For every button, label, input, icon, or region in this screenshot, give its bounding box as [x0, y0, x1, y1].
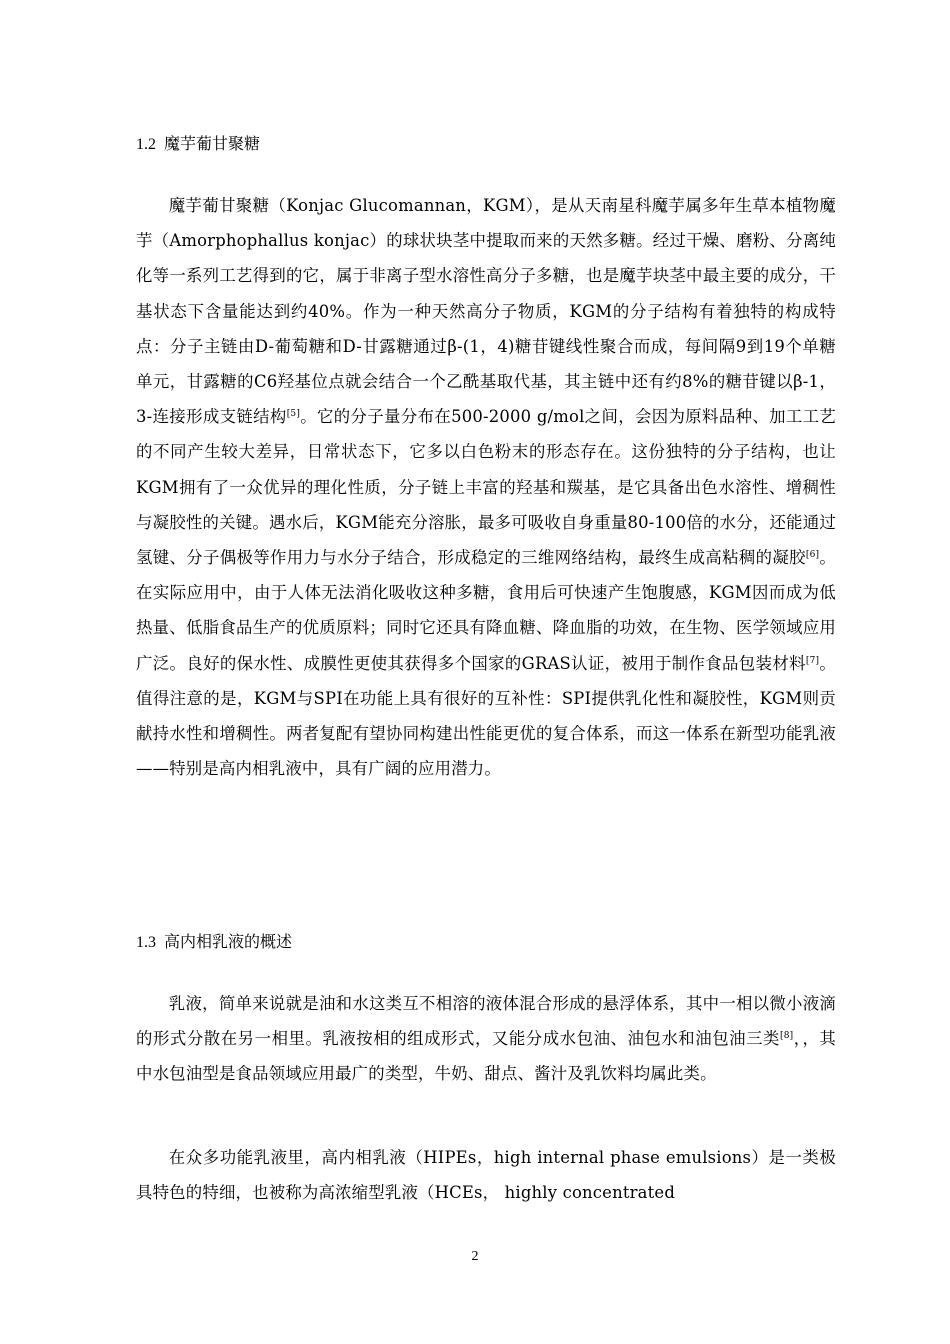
citation-6: [6] [805, 550, 820, 561]
section-heading-1-3 [136, 932, 292, 953]
paragraph-hipe [136, 1140, 836, 1210]
section-heading-1-2 [136, 134, 260, 155]
section-number: 1.2 [136, 136, 156, 153]
paragraph-text: 在众多功能乳液里，高内相乳液（HIPEs，high internal phase emulsions）是一类极具特色的特细，也被称为高浓缩型乳液（HCEs， highly concentrated [136, 1148, 836, 1203]
paragraph-text: 。值得注意的是，KGM与SPI在功能上具有很好的互补性：SPI提供乳化性和凝胶性，KGM则贡献持水性和增稠性。两者复配有望协同构建出性能更优的复合体系，而这一体系在新型功能乳液——特别是高内相乳液中，具有广阔的应用潜力。 [136, 653, 837, 779]
paragraph-text: 魔芋葡甘聚糖（Konjac Glucomannan，KGM），是从天南星科魔芋属多年生草本植物魔芋（Amorphophallus konjac）的球状块茎中提取而来的天然多糖。经过干燥、磨粉、分离纯化等一系列工艺得到的它，属于非离子型水溶性高分子多糖，也是魔芋块茎中最主要的成分，干基状态下含量能达到约40%。作为一种天然高分子物质，KGM的分子结构有着独特的构成特点：分子主链由D-葡萄糖和D-甘露糖通过β-(1，4)糖苷键线性聚合而成，每间隔9到19个单糖单元，甘露糖的C6羟基位点就会结合一个乙酰基取代基，其主链中还有约8%的糖苷键以β-1，3-连接形成支链结构 [136, 196, 836, 427]
section-number: 1.3 [136, 934, 156, 951]
citation-5: [5] [286, 409, 301, 420]
paragraph-text: 乳液，简单来说就是油和水这类互不相溶的液体混合形成的悬浮体系，其中一相以微小液滴的形式分散在另一相里。乳液按相的组成形式，又能分成水包油、油包水和油包油三类 [136, 994, 836, 1049]
paragraph-text: 。在实际应用中，由于人体无法消化吸收这种多糖，食用后可快速产生饱腹感，KGM因而成为低热量、低脂食品生产的优质原料；同时它还具有降血糖、降血脂的功效，在生物、医学领域应用广泛。良好的保水性、成膜性更使其获得多个国家的GRAS认证，被用于制作食品包装材料 [136, 548, 836, 673]
paragraph-text: 。它的分子量分布在500-2000 g/mol之间，会因为原料品种、加工工艺的不同产生较大差异，日常状态下，它多以白色粉末的形态存在。这份独特的分子结构，也让KGM拥有了一众优异的理化性质，分子链上丰富的羟基和羰基，是它具备出色水溶性、增稠性与凝胶性的关键。遇水后，KGM能充分溶胀，最多可吸收自身重量80-100倍的水分，还能通过氢键、分子偶极等作用力与水分子结合，形成稳定的三维网络结构，最终生成高粘稠的凝胶 [136, 407, 837, 568]
section-title: 高内相乳液的概述 [164, 932, 293, 951]
paragraph-kgm [136, 188, 836, 786]
citation-8: [8] [779, 1031, 794, 1042]
page-number: 2 [471, 1249, 479, 1264]
section-title: 魔芋葡甘聚糖 [164, 134, 261, 153]
paragraph-text: ，，其中水包油型是食品领域应用最广的类型，牛奶、甜点、酱汁及乳饮料均属此类。 [136, 1029, 836, 1084]
paragraph-emulsion [136, 986, 836, 1092]
citation-7: [7] [805, 655, 820, 666]
